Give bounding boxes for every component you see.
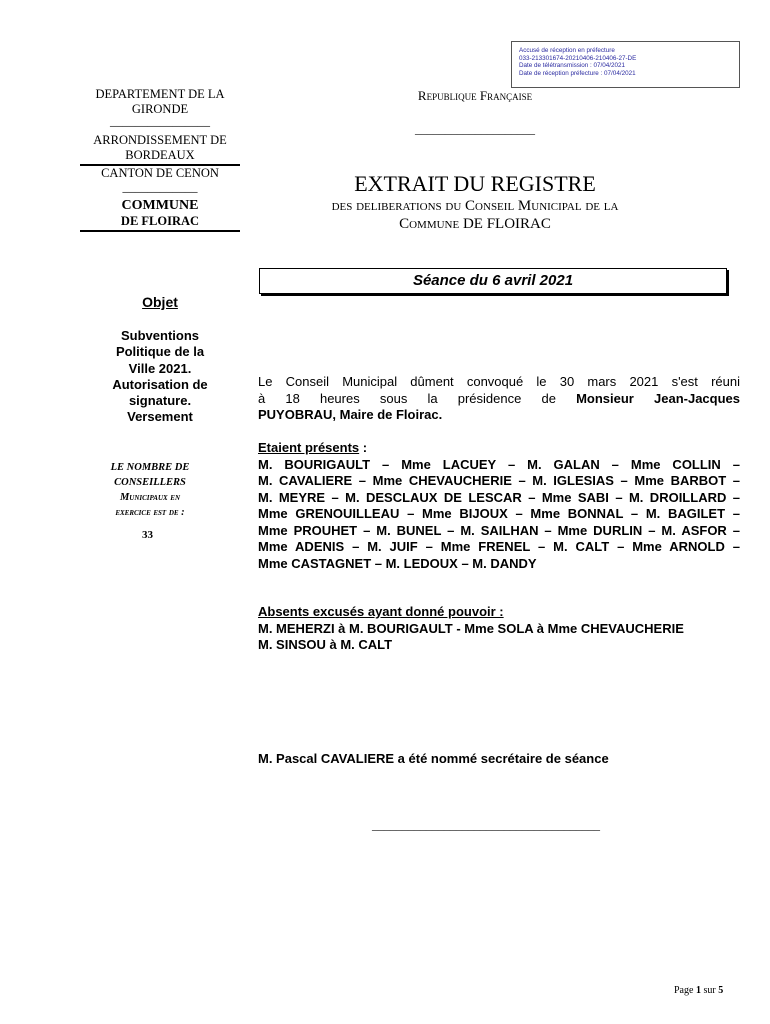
stamp-line: 033-213301674-20210406-210406-27-DE — [519, 54, 637, 62]
separator-3: ____________________ — [415, 122, 535, 136]
objet-text: Subventions Politique de la Ville 2021. Autorisation de signature. Versement — [112, 328, 208, 425]
canton-label: CANTON DE CENON — [101, 166, 219, 180]
divider — [80, 230, 240, 232]
commune-label: COMMUNE — [121, 198, 199, 213]
conseillers-label: LE NOMBRE DE CONSEILLERS Municipaux en exercice est de : — [110, 462, 190, 518]
absents-label: Absents excusés ayant donné pouvoir : — [258, 604, 504, 619]
document-subtitle: des deliberations du Conseil Municipal de la — [331, 198, 619, 214]
separator-1: ________________ — [110, 114, 210, 128]
presents-line: Mme ADENIS – M. JUIF – Mme FRENEL – M. CALT – Mme ARNOLD – — [258, 539, 740, 554]
presents-label: Etaient présents — [258, 440, 360, 455]
page-number: Page 1 sur 5 — [674, 985, 724, 996]
absents-section — [258, 604, 740, 654]
intro-paragraph: Le Conseil Municipal dûment convoqué le 30 mars 2021 s'est réuni à 18 heures sous la présidence de Monsieur Jean-Jacques PUYOBRAU, Maire de Floirac. — [258, 374, 740, 422]
presents-line: M. MEYRE – M. DESCLAUX DE LESCAR – Mme SABI – M. DROILLARD – — [258, 489, 740, 505]
document-title: EXTRAIT DU REGISTRE — [354, 171, 596, 196]
departement-label: DEPARTEMENT DE LA GIRONDE — [95, 87, 225, 116]
commune-name: DE FLOIRAC — [120, 214, 200, 228]
presents-section: Etaient présents : M. BOURIGAULT – Mme LACUEY – M. GALAN – Mme COLLIN – M. CAVALIERE – Mme CHEVAUCHERIE – M. IGLESIAS – Mme BARBOT – M. MEYRE – M. DESCLAUX DE LESCAR – Mme SABI – M. DROILLARD – Mme GRENOUILLEAU – Mme BIJOUX – Mme BONNAL – M. BAGILET – Mme PROUHET – M. BUNEL – M. SAILHAN – Mme DURLIN – M. ASFOR – Mme ADENIS – M. JUIF – Mme FRENEL – M. CALT – Mme ARNOLD – Mme CASTAGNET – M. LEDOUX – M. DANDY — [258, 440, 740, 571]
bottom-separator: ______________________________________ — [372, 818, 600, 832]
presents-line: Mme PROUHET – M. BUNEL – M. SAILHAN – Mme DURLIN – M. ASFOR – — [258, 522, 740, 538]
objet-label: Objet — [142, 294, 178, 310]
seance-box: Séance du 6 avril 2021 — [259, 268, 727, 294]
stamp-line: Accusé de réception en préfecture — [519, 47, 615, 54]
presents-line: Mme GRENOUILLEAU – Mme BIJOUX – Mme BONNAL – M. BAGILET – — [258, 506, 740, 521]
absents-line: M. SINSOU à M. CALT — [258, 637, 393, 652]
republique-label: Republique Française — [417, 88, 533, 103]
arrondissement-label: ARRONDISSEMENT DE BORDEAUX — [93, 133, 227, 162]
conseillers-count: 33 — [142, 529, 153, 541]
document-subtitle-2: Commune DE FLOIRAC — [399, 216, 551, 232]
absents-line: M. MEHERZI à M. BOURIGAULT - Mme SOLA à Mme CHEVAUCHERIE — [258, 620, 684, 636]
separator-2: ____________ — [122, 180, 198, 194]
stamp-line: Date de réception préfecture : 07/04/2021 — [519, 69, 636, 77]
stamp-line: Date de télétransmission : 07/04/2021 — [519, 62, 626, 70]
prefecture-stamp — [511, 41, 740, 88]
presents-line: Mme CASTAGNET – M. LEDOUX – M. DANDY — [258, 555, 537, 571]
presents-line: M. BOURIGAULT – Mme LACUEY – M. GALAN – Mme COLLIN – — [258, 456, 740, 472]
presents-line: M. CAVALIERE – Mme CHEVAUCHERIE – M. IGLESIAS – Mme BARBOT – — [258, 473, 740, 488]
secretaire-line: M. Pascal CAVALIERE a été nommé secrétaire de séance — [258, 751, 609, 766]
